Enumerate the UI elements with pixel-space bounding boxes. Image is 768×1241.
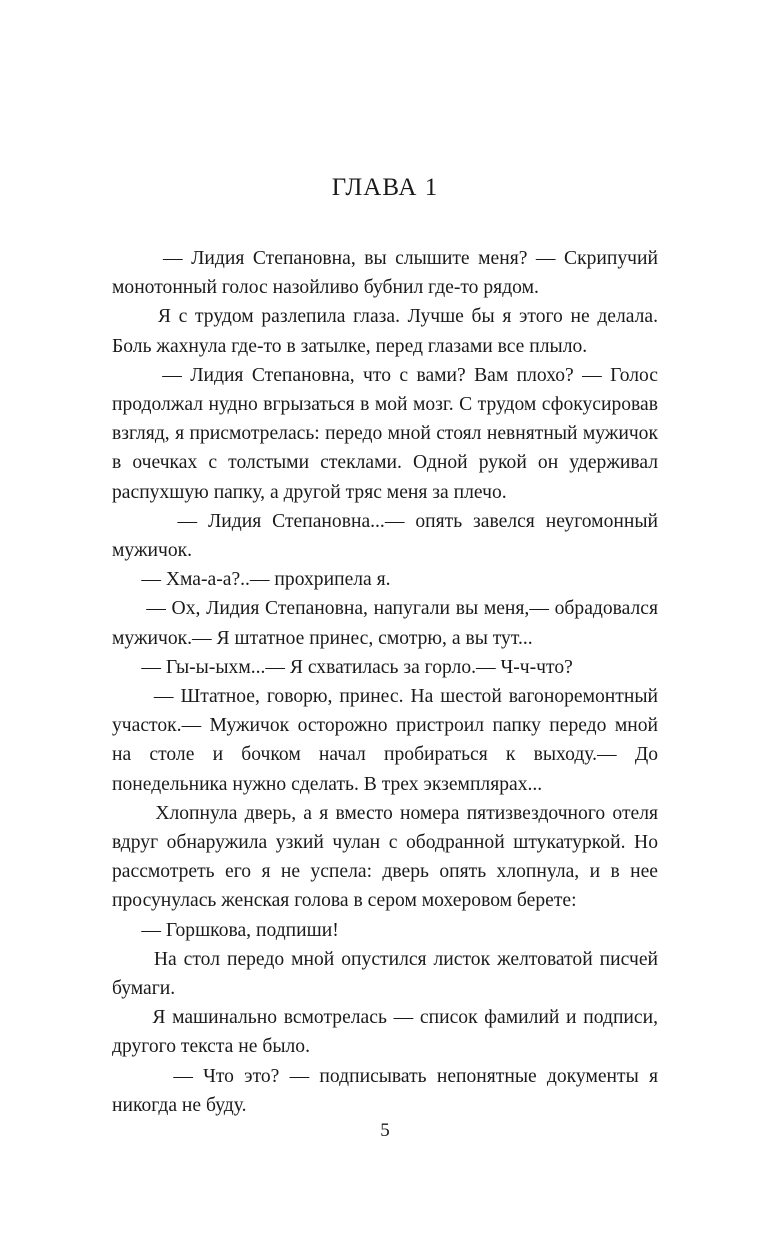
chapter-title: ГЛАВА 1: [331, 174, 439, 201]
paragraph-10: [112, 916, 658, 945]
paragraph-10-text: — Горшкова, подпиши!: [141, 919, 339, 941]
paragraph-5-text: — Хма-а-а?..— прохрипела я.: [141, 569, 391, 591]
paragraph-8: [112, 682, 658, 799]
paragraph-7-text: — Гы-ы-ыхм...— Я схватилась за горло.— Ч-ч-что?: [141, 656, 573, 678]
paragraph-13-text: — Что это? — подписывать непонятные документы я никогда не буду.: [112, 1065, 659, 1116]
paragraph-7: [112, 653, 658, 682]
paragraph-8-text: — Штатное, говорю, принес. На шестой вагоноремонтный участок.— Мужичок осторожно пристроил папку передо мной на столе и бочком начал пробираться к выходу.— До понедельника нужно сделать. В трех экземплярах...: [112, 686, 658, 795]
paragraph-6: [112, 594, 658, 652]
paragraph-2-text: Я с трудом разлепила глаза. Лучше бы я этого не делала. Боль жахнула где-то в затылке, перед глазами все плыло.: [112, 306, 659, 357]
paragraph-11-text: На стол передо мной опустился листок желтоватой писчей бумаги.: [112, 948, 658, 1000]
paragraph-1-text: — Лидия Степановна, вы слышите меня? — Скрипучий монотонный голос назойливо бубнил где-то рядом.: [112, 248, 659, 299]
paragraph-13: [112, 1062, 658, 1120]
paragraph-4-text: — Лидия Степановна...— опять завелся неугомонный мужичок.: [112, 510, 659, 562]
paragraph-6-text: — Ох, Лидия Степановна, напугали вы меня,— обрадовался мужичок.— Я штатное принес, смотрю, а вы тут...: [112, 598, 659, 649]
paragraph-11: [112, 945, 658, 1003]
paragraph-9: [112, 799, 658, 916]
paragraph-12: [112, 1003, 658, 1061]
paragraph-2: [112, 302, 658, 360]
page-number: 5: [380, 1120, 390, 1141]
paragraph-3-text: — Лидия Степановна, что с вами? Вам плохо? — Голос продолжал нудно вгрызаться в мой мозг. С трудом сфокусировав взгляд, я присмотрелась: передо мной стоял невнятный мужичок в очечках с толстыми стеклами. Одной рукой он удерживал распухшую папку, а другой тряс меня за плечо.: [112, 364, 658, 503]
paragraph-5: [112, 565, 658, 594]
book-page: [112, 0, 658, 1241]
paragraph-9-text: Хлопнула дверь, а я вместо номера пятизвездочного отеля вдруг обнаружила узкий чулан с ободранной штукатуркой. Но рассмотреть его я не успела: дверь опять хлопнула, и в нее просунулась женская голова в сером мохеровом берете:: [112, 802, 658, 912]
paragraph-1: [112, 244, 658, 302]
paragraph-4: [112, 507, 658, 565]
paragraph-3: [112, 361, 658, 507]
paragraph-12-text: Я машинально всмотрелась — список фамилий и подписи, другого текста не было.: [112, 1007, 658, 1058]
chapter-body: [112, 244, 658, 1120]
